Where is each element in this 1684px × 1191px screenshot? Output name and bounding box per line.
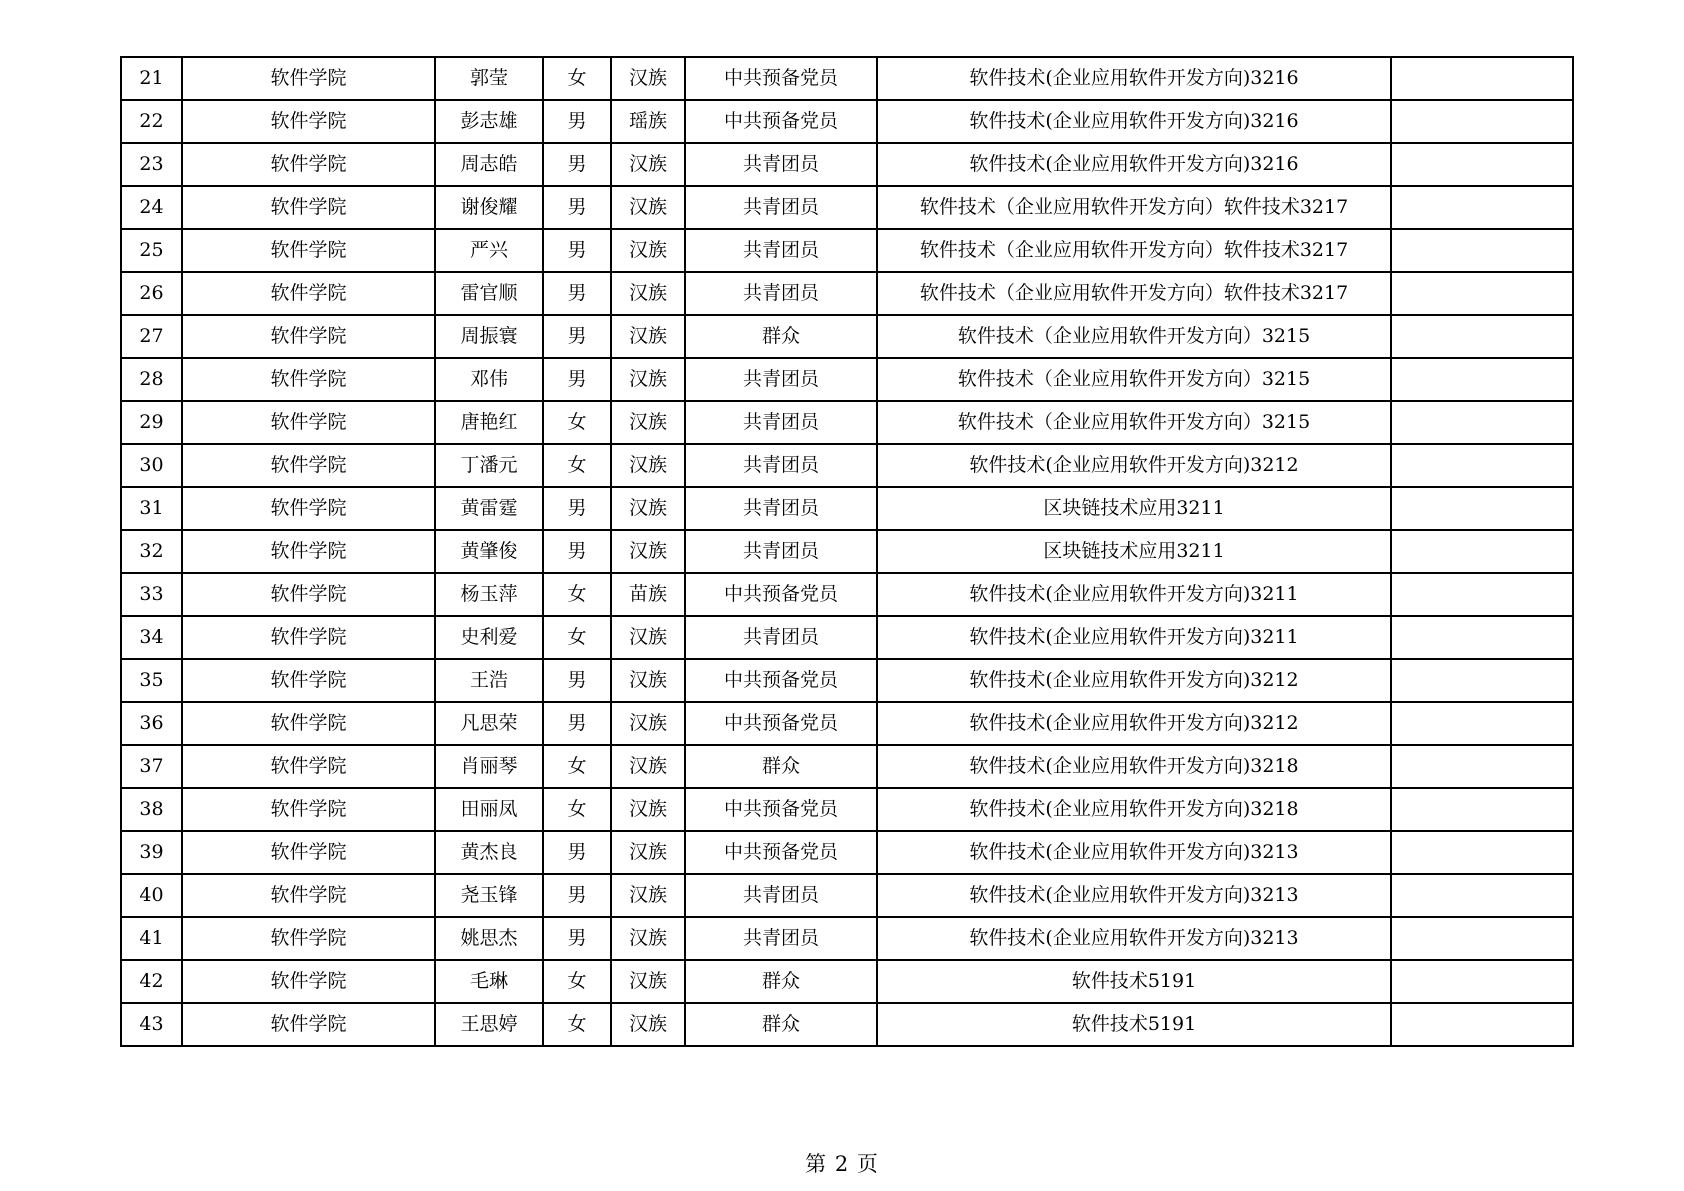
college-cell: 软件学院 <box>182 229 435 272</box>
major-class-cell: 软件技术(企业应用软件开发方向)3212 <box>877 702 1391 745</box>
remark-cell <box>1391 745 1573 788</box>
ethnicity-cell: 汉族 <box>611 487 685 530</box>
remark-cell <box>1391 874 1573 917</box>
gender-cell: 男 <box>543 272 611 315</box>
political-status-cell: 共青团员 <box>685 358 877 401</box>
political-status-cell: 群众 <box>685 1003 877 1046</box>
row-number-cell: 36 <box>121 702 182 745</box>
college-cell: 软件学院 <box>182 272 435 315</box>
ethnicity-cell: 汉族 <box>611 616 685 659</box>
major-class-cell: 软件技术（企业应用软件开发方向）3215 <box>877 358 1391 401</box>
major-class-cell: 软件技术(企业应用软件开发方向)3211 <box>877 573 1391 616</box>
table-row <box>121 831 1573 874</box>
major-class-cell: 软件技术(企业应用软件开发方向)3218 <box>877 745 1391 788</box>
table-row <box>121 444 1573 487</box>
row-number-cell: 33 <box>121 573 182 616</box>
political-status-cell: 中共预备党员 <box>685 100 877 143</box>
ethnicity-cell: 汉族 <box>611 745 685 788</box>
college-cell: 软件学院 <box>182 745 435 788</box>
college-cell: 软件学院 <box>182 573 435 616</box>
major-class-cell: 软件技术（企业应用软件开发方向）3215 <box>877 315 1391 358</box>
political-status-cell: 共青团员 <box>685 530 877 573</box>
major-class-cell: 软件技术(企业应用软件开发方向)3218 <box>877 788 1391 831</box>
gender-cell: 男 <box>543 530 611 573</box>
college-cell: 软件学院 <box>182 315 435 358</box>
political-status-cell: 共青团员 <box>685 401 877 444</box>
ethnicity-cell: 汉族 <box>611 358 685 401</box>
political-status-cell: 群众 <box>685 315 877 358</box>
college-cell: 软件学院 <box>182 788 435 831</box>
table-row <box>121 616 1573 659</box>
remark-cell <box>1391 186 1573 229</box>
college-cell: 软件学院 <box>182 444 435 487</box>
gender-cell: 男 <box>543 702 611 745</box>
ethnicity-cell: 瑶族 <box>611 100 685 143</box>
table-row <box>121 57 1573 100</box>
ethnicity-cell: 汉族 <box>611 143 685 186</box>
gender-cell: 男 <box>543 487 611 530</box>
political-status-cell: 中共预备党员 <box>685 57 877 100</box>
major-class-cell: 软件技术(企业应用软件开发方向)3213 <box>877 874 1391 917</box>
remark-cell <box>1391 315 1573 358</box>
political-status-cell: 共青团员 <box>685 616 877 659</box>
row-number-cell: 26 <box>121 272 182 315</box>
gender-cell: 女 <box>543 788 611 831</box>
name-cell: 王思婷 <box>435 1003 543 1046</box>
name-cell: 雷官顺 <box>435 272 543 315</box>
gender-cell: 男 <box>543 659 611 702</box>
name-cell: 黄杰良 <box>435 831 543 874</box>
table-row <box>121 100 1573 143</box>
remark-cell <box>1391 100 1573 143</box>
ethnicity-cell: 汉族 <box>611 315 685 358</box>
ethnicity-cell: 苗族 <box>611 573 685 616</box>
political-status-cell: 中共预备党员 <box>685 831 877 874</box>
gender-cell: 女 <box>543 745 611 788</box>
remark-cell <box>1391 960 1573 1003</box>
remark-cell <box>1391 487 1573 530</box>
row-number-cell: 28 <box>121 358 182 401</box>
college-cell: 软件学院 <box>182 100 435 143</box>
major-class-cell: 软件技术（企业应用软件开发方向）软件技术3217 <box>877 229 1391 272</box>
ethnicity-cell: 汉族 <box>611 57 685 100</box>
major-class-cell: 软件技术5191 <box>877 960 1391 1003</box>
remark-cell <box>1391 401 1573 444</box>
row-number-cell: 38 <box>121 788 182 831</box>
college-cell: 软件学院 <box>182 1003 435 1046</box>
remark-cell <box>1391 616 1573 659</box>
name-cell: 彭志雄 <box>435 100 543 143</box>
political-status-cell: 共青团员 <box>685 874 877 917</box>
gender-cell: 女 <box>543 57 611 100</box>
name-cell: 毛琳 <box>435 960 543 1003</box>
gender-cell: 男 <box>543 100 611 143</box>
table-row <box>121 1003 1573 1046</box>
ethnicity-cell: 汉族 <box>611 186 685 229</box>
name-cell: 尧玉锋 <box>435 874 543 917</box>
college-cell: 软件学院 <box>182 143 435 186</box>
political-status-cell: 共青团员 <box>685 444 877 487</box>
remark-cell <box>1391 831 1573 874</box>
major-class-cell: 软件技术（企业应用软件开发方向）3215 <box>877 401 1391 444</box>
ethnicity-cell: 汉族 <box>611 659 685 702</box>
political-status-cell: 中共预备党员 <box>685 659 877 702</box>
major-class-cell: 软件技术(企业应用软件开发方向)3213 <box>877 917 1391 960</box>
remark-cell <box>1391 272 1573 315</box>
ethnicity-cell: 汉族 <box>611 788 685 831</box>
roster-body <box>121 57 1573 1046</box>
ethnicity-cell: 汉族 <box>611 444 685 487</box>
college-cell: 软件学院 <box>182 702 435 745</box>
major-class-cell: 区块链技术应用3211 <box>877 530 1391 573</box>
table-row <box>121 272 1573 315</box>
political-status-cell: 中共预备党员 <box>685 788 877 831</box>
name-cell: 杨玉萍 <box>435 573 543 616</box>
major-class-cell: 软件技术(企业应用软件开发方向)3216 <box>877 143 1391 186</box>
row-number-cell: 25 <box>121 229 182 272</box>
row-number-cell: 27 <box>121 315 182 358</box>
page-number: 第 2 页 <box>805 1152 879 1176</box>
major-class-cell: 软件技术(企业应用软件开发方向)3212 <box>877 444 1391 487</box>
name-cell: 田丽凤 <box>435 788 543 831</box>
political-status-cell: 共青团员 <box>685 143 877 186</box>
table-row <box>121 917 1573 960</box>
major-class-cell: 软件技术(企业应用软件开发方向)3213 <box>877 831 1391 874</box>
remark-cell <box>1391 659 1573 702</box>
table-row <box>121 143 1573 186</box>
ethnicity-cell: 汉族 <box>611 917 685 960</box>
ethnicity-cell: 汉族 <box>611 702 685 745</box>
political-status-cell: 共青团员 <box>685 487 877 530</box>
remark-cell <box>1391 573 1573 616</box>
gender-cell: 男 <box>543 315 611 358</box>
name-cell: 谢俊耀 <box>435 186 543 229</box>
political-status-cell: 中共预备党员 <box>685 573 877 616</box>
gender-cell: 女 <box>543 573 611 616</box>
ethnicity-cell: 汉族 <box>611 401 685 444</box>
college-cell: 软件学院 <box>182 358 435 401</box>
remark-cell <box>1391 358 1573 401</box>
name-cell: 史利爱 <box>435 616 543 659</box>
major-class-cell: 软件技术(企业应用软件开发方向)3216 <box>877 100 1391 143</box>
table-row <box>121 960 1573 1003</box>
row-number-cell: 32 <box>121 530 182 573</box>
college-cell: 软件学院 <box>182 487 435 530</box>
gender-cell: 女 <box>543 1003 611 1046</box>
table-row <box>121 487 1573 530</box>
gender-cell: 男 <box>543 143 611 186</box>
row-number-cell: 42 <box>121 960 182 1003</box>
gender-cell: 女 <box>543 444 611 487</box>
college-cell: 软件学院 <box>182 874 435 917</box>
table-row <box>121 401 1573 444</box>
political-status-cell: 共青团员 <box>685 186 877 229</box>
row-number-cell: 24 <box>121 186 182 229</box>
gender-cell: 男 <box>543 358 611 401</box>
name-cell: 邓伟 <box>435 358 543 401</box>
major-class-cell: 软件技术(企业应用软件开发方向)3212 <box>877 659 1391 702</box>
table-row <box>121 229 1573 272</box>
row-number-cell: 23 <box>121 143 182 186</box>
gender-cell: 男 <box>543 917 611 960</box>
remark-cell <box>1391 702 1573 745</box>
ethnicity-cell: 汉族 <box>611 229 685 272</box>
gender-cell: 女 <box>543 616 611 659</box>
name-cell: 黄雷霆 <box>435 487 543 530</box>
political-status-cell: 共青团员 <box>685 917 877 960</box>
remark-cell <box>1391 444 1573 487</box>
row-number-cell: 39 <box>121 831 182 874</box>
name-cell: 严兴 <box>435 229 543 272</box>
table-row <box>121 530 1573 573</box>
name-cell: 王浩 <box>435 659 543 702</box>
college-cell: 软件学院 <box>182 659 435 702</box>
row-number-cell: 22 <box>121 100 182 143</box>
row-number-cell: 41 <box>121 917 182 960</box>
remark-cell <box>1391 1003 1573 1046</box>
gender-cell: 男 <box>543 831 611 874</box>
college-cell: 软件学院 <box>182 186 435 229</box>
row-number-cell: 21 <box>121 57 182 100</box>
gender-cell: 男 <box>543 229 611 272</box>
table-row <box>121 186 1573 229</box>
major-class-cell: 软件技术(企业应用软件开发方向)3216 <box>877 57 1391 100</box>
major-class-cell: 区块链技术应用3211 <box>877 487 1391 530</box>
table-row <box>121 788 1573 831</box>
table-row <box>121 358 1573 401</box>
ethnicity-cell: 汉族 <box>611 1003 685 1046</box>
remark-cell <box>1391 229 1573 272</box>
row-number-cell: 43 <box>121 1003 182 1046</box>
table-row <box>121 745 1573 788</box>
remark-cell <box>1391 530 1573 573</box>
row-number-cell: 30 <box>121 444 182 487</box>
political-status-cell: 群众 <box>685 960 877 1003</box>
ethnicity-cell: 汉族 <box>611 874 685 917</box>
remark-cell <box>1391 143 1573 186</box>
name-cell: 姚思杰 <box>435 917 543 960</box>
major-class-cell: 软件技术（企业应用软件开发方向）软件技术3217 <box>877 186 1391 229</box>
name-cell: 肖丽琴 <box>435 745 543 788</box>
name-cell: 周振寰 <box>435 315 543 358</box>
major-class-cell: 软件技术（企业应用软件开发方向）软件技术3217 <box>877 272 1391 315</box>
row-number-cell: 29 <box>121 401 182 444</box>
gender-cell: 女 <box>543 960 611 1003</box>
college-cell: 软件学院 <box>182 616 435 659</box>
row-number-cell: 34 <box>121 616 182 659</box>
college-cell: 软件学院 <box>182 401 435 444</box>
remark-cell <box>1391 57 1573 100</box>
college-cell: 软件学院 <box>182 530 435 573</box>
ethnicity-cell: 汉族 <box>611 831 685 874</box>
gender-cell: 男 <box>543 186 611 229</box>
name-cell: 黄肇俊 <box>435 530 543 573</box>
row-number-cell: 37 <box>121 745 182 788</box>
college-cell: 软件学院 <box>182 960 435 1003</box>
gender-cell: 女 <box>543 401 611 444</box>
name-cell: 丁潘元 <box>435 444 543 487</box>
row-number-cell: 31 <box>121 487 182 530</box>
table-row <box>121 874 1573 917</box>
table-row <box>121 659 1573 702</box>
college-cell: 软件学院 <box>182 57 435 100</box>
row-number-cell: 40 <box>121 874 182 917</box>
remark-cell <box>1391 917 1573 960</box>
gender-cell: 男 <box>543 874 611 917</box>
ethnicity-cell: 汉族 <box>611 272 685 315</box>
college-cell: 软件学院 <box>182 831 435 874</box>
table-row <box>121 573 1573 616</box>
ethnicity-cell: 汉族 <box>611 530 685 573</box>
political-status-cell: 群众 <box>685 745 877 788</box>
name-cell: 凡思荣 <box>435 702 543 745</box>
major-class-cell: 软件技术(企业应用软件开发方向)3211 <box>877 616 1391 659</box>
name-cell: 唐艳红 <box>435 401 543 444</box>
ethnicity-cell: 汉族 <box>611 960 685 1003</box>
row-number-cell: 35 <box>121 659 182 702</box>
political-status-cell: 中共预备党员 <box>685 702 877 745</box>
table-row <box>121 702 1573 745</box>
political-status-cell: 共青团员 <box>685 229 877 272</box>
name-cell: 郭莹 <box>435 57 543 100</box>
remark-cell <box>1391 788 1573 831</box>
political-status-cell: 共青团员 <box>685 272 877 315</box>
college-cell: 软件学院 <box>182 917 435 960</box>
major-class-cell: 软件技术5191 <box>877 1003 1391 1046</box>
table-row <box>121 315 1573 358</box>
student-roster-table <box>120 56 1574 1047</box>
name-cell: 周志皓 <box>435 143 543 186</box>
